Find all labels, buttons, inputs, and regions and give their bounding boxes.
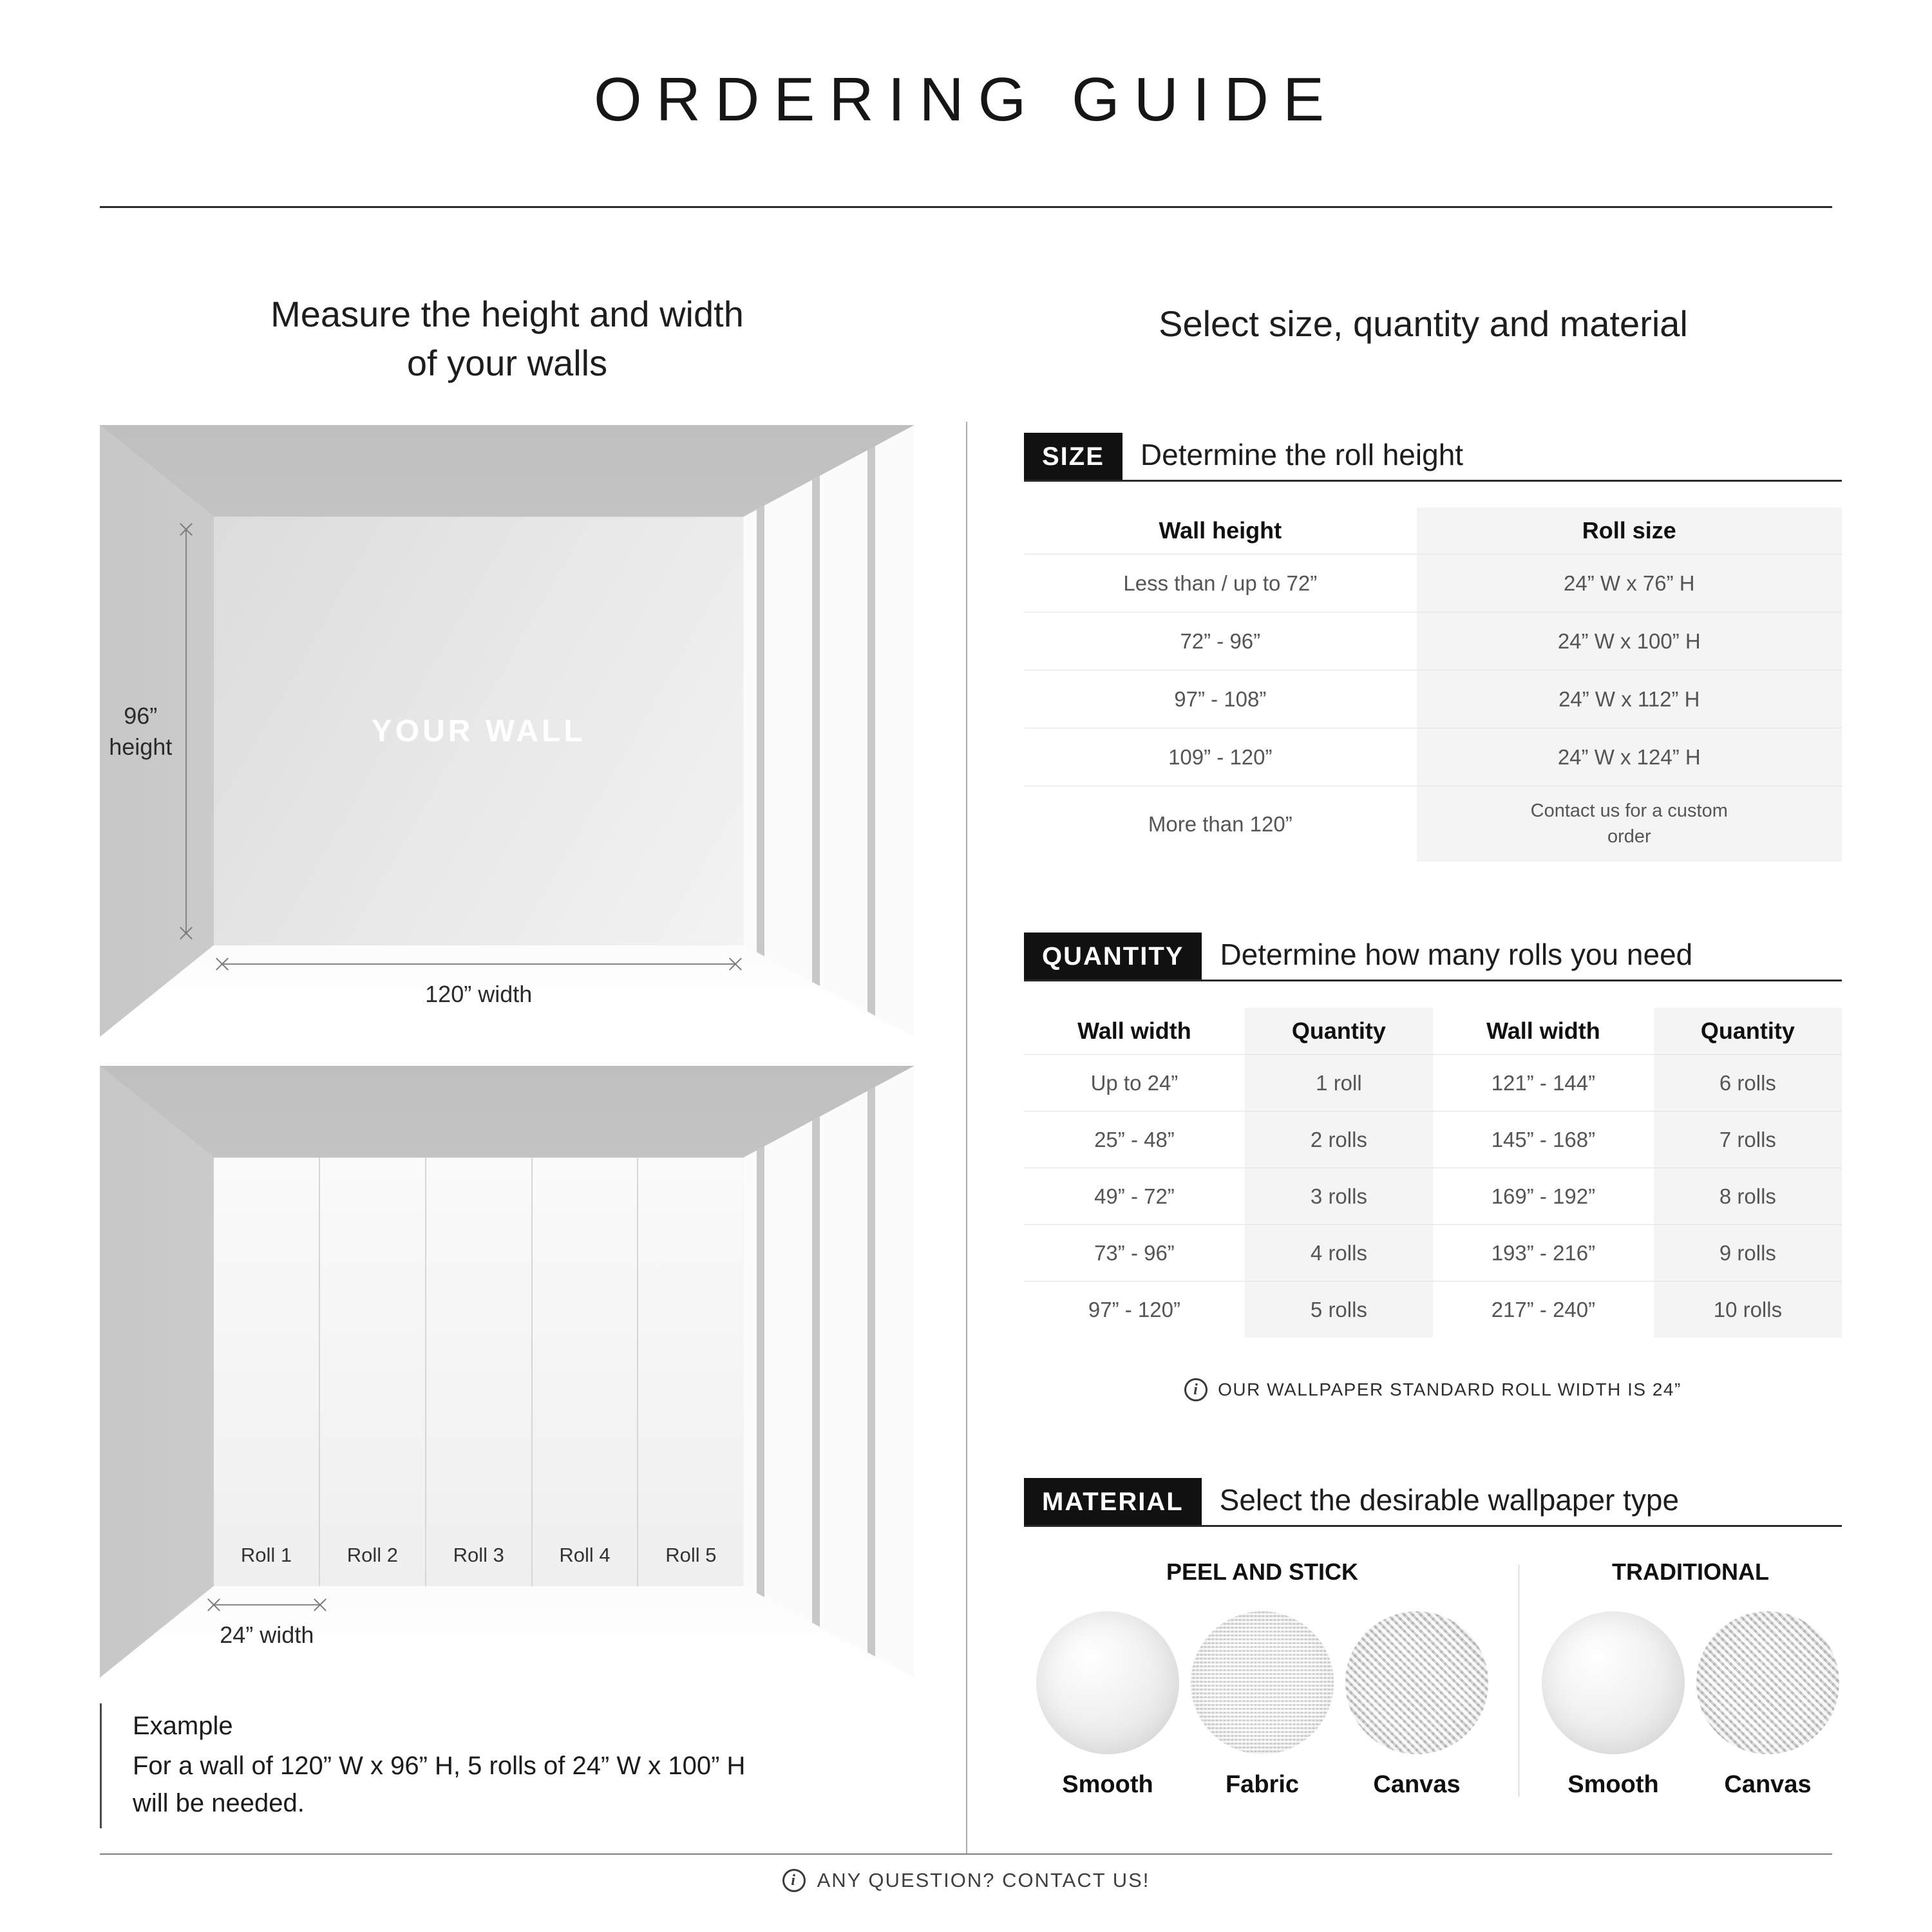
measure-tick-icon: [178, 521, 194, 538]
roll-label: Roll 3: [453, 1543, 504, 1566]
height-measure-label: 96” height: [109, 702, 173, 761]
size-table: [1024, 507, 1842, 862]
roll-width-measure-label: 24” width: [220, 1621, 314, 1648]
quantity-table-row: Up to 24” 1 roll 121” - 144” 6 rolls: [1024, 1054, 1842, 1111]
material-badge: MATERIAL: [1024, 1478, 1202, 1525]
swatch-peel-smooth: Smooth: [1036, 1611, 1179, 1799]
quantity-table-row: 25” - 48” 2 rolls 145” - 168” 7 rolls: [1024, 1111, 1842, 1168]
roll-panel: [426, 1158, 533, 1586]
column-divider: [966, 422, 967, 1855]
roll-panel: [533, 1158, 639, 1586]
size-table-header-row: [1024, 507, 1842, 554]
standard-roll-width-note: [1024, 1378, 1842, 1401]
standard-roll-width-text: OUR WALLPAPER STANDARD ROLL WIDTH IS 24”: [1218, 1379, 1681, 1399]
size-section-header: [1024, 433, 1842, 482]
left-column-heading: [100, 290, 914, 387]
fabric-texture-icon: [1191, 1611, 1334, 1754]
material-subtitle: Select the desirable wallpaper type: [1219, 1483, 1680, 1517]
roll-width-measure-line: [214, 1604, 319, 1605]
smooth-texture-icon: [1542, 1611, 1685, 1754]
your-wall-panel: [214, 517, 743, 945]
traditional-title: TRADITIONAL: [1612, 1558, 1769, 1585]
room-illustration-rolls: [100, 1066, 914, 1678]
info-icon: [782, 1869, 806, 1892]
material-section-header: [1024, 1478, 1842, 1527]
quantity-table: [1024, 1008, 1842, 1338]
swatch-peel-fabric: Fabric: [1191, 1611, 1334, 1799]
size-badge: SIZE: [1024, 433, 1122, 480]
size-table-row: 72” - 96” 24” W x 100” H: [1024, 612, 1842, 670]
swatch-peel-canvas: Canvas: [1345, 1611, 1488, 1799]
measure-tick-icon: [214, 956, 231, 972]
size-table-row: Less than / up to 72” 24” W x 76” H: [1024, 554, 1842, 612]
material-groups: [1024, 1558, 1842, 1803]
top-divider: [100, 206, 1832, 208]
canvas-texture-icon: [1345, 1611, 1488, 1754]
size-header-roll-size: Roll size: [1417, 507, 1842, 554]
size-table-row: 97” - 108” 24” W x 112” H: [1024, 670, 1842, 728]
quantity-subtitle: Determine how many rolls you need: [1220, 938, 1693, 971]
left-heading-line2: of your walls: [406, 342, 608, 383]
example-note: [100, 1703, 840, 1828]
canvas-texture-icon: [1696, 1611, 1839, 1754]
quantity-table-row: 49” - 72” 3 rolls 169” - 192” 8 rolls: [1024, 1168, 1842, 1224]
roll-label: Roll 2: [346, 1543, 398, 1566]
material-group-peel-and-stick: [1024, 1558, 1501, 1799]
roll-wall: [214, 1158, 743, 1586]
size-subtitle: Determine the roll height: [1140, 438, 1464, 471]
info-icon: [1184, 1378, 1208, 1401]
quantity-table-row: 97” - 120” 5 rolls 217” - 240” 10 rolls: [1024, 1281, 1842, 1338]
footer-contact-text: ANY QUESTION? CONTACT US!: [817, 1869, 1150, 1891]
footer-contact-note: [0, 1869, 1932, 1892]
smooth-texture-icon: [1036, 1611, 1179, 1754]
measure-tick-icon: [727, 956, 744, 972]
swatch-traditional-smooth: Smooth: [1542, 1611, 1685, 1799]
size-table-row: More than 120” Contact us for a custom order: [1024, 786, 1842, 862]
measure-tick-icon: [312, 1596, 328, 1613]
example-title: Example: [133, 1712, 233, 1740]
your-wall-label: YOUR WALL: [371, 714, 586, 748]
roll-panel: [214, 1158, 320, 1586]
height-measure-line: [185, 529, 187, 933]
peel-and-stick-title: PEEL AND STICK: [1166, 1558, 1359, 1585]
quantity-table-row: 73” - 96” 4 rolls 193” - 216” 9 rolls: [1024, 1224, 1842, 1281]
quantity-badge: QUANTITY: [1024, 933, 1202, 980]
roll-panel: [638, 1158, 743, 1586]
width-measure-line: [222, 963, 735, 965]
example-line1: For a wall of 120” W x 96” H, 5 rolls of 24” W x 100” H: [133, 1752, 746, 1780]
room-illustration-your-wall: [100, 425, 914, 1037]
right-column-heading: Select size, quantity and material: [1159, 303, 1688, 344]
measure-tick-icon: [205, 1596, 222, 1613]
swatch-traditional-canvas: Canvas: [1696, 1611, 1839, 1799]
width-measure-label: 120” width: [425, 980, 533, 1007]
size-table-row: 109” - 120” 24” W x 124” H: [1024, 728, 1842, 786]
measure-tick-icon: [178, 925, 194, 942]
left-heading-line1: Measure the height and width: [270, 294, 744, 334]
bottom-divider: [100, 1853, 1832, 1855]
example-line2: will be needed.: [133, 1789, 305, 1817]
size-header-wall-height: Wall height: [1159, 517, 1282, 544]
roll-label: Roll 4: [559, 1543, 611, 1566]
material-group-traditional: [1539, 1558, 1842, 1799]
roll-panel: [320, 1158, 426, 1586]
quantity-table-header-row: Wall width Quantity Wall width Quantity: [1024, 1008, 1842, 1054]
page-title: ORDERING GUIDE: [593, 65, 1339, 134]
roll-label: Roll 5: [665, 1543, 717, 1566]
roll-label: Roll 1: [240, 1543, 292, 1566]
quantity-section-header: [1024, 933, 1842, 981]
